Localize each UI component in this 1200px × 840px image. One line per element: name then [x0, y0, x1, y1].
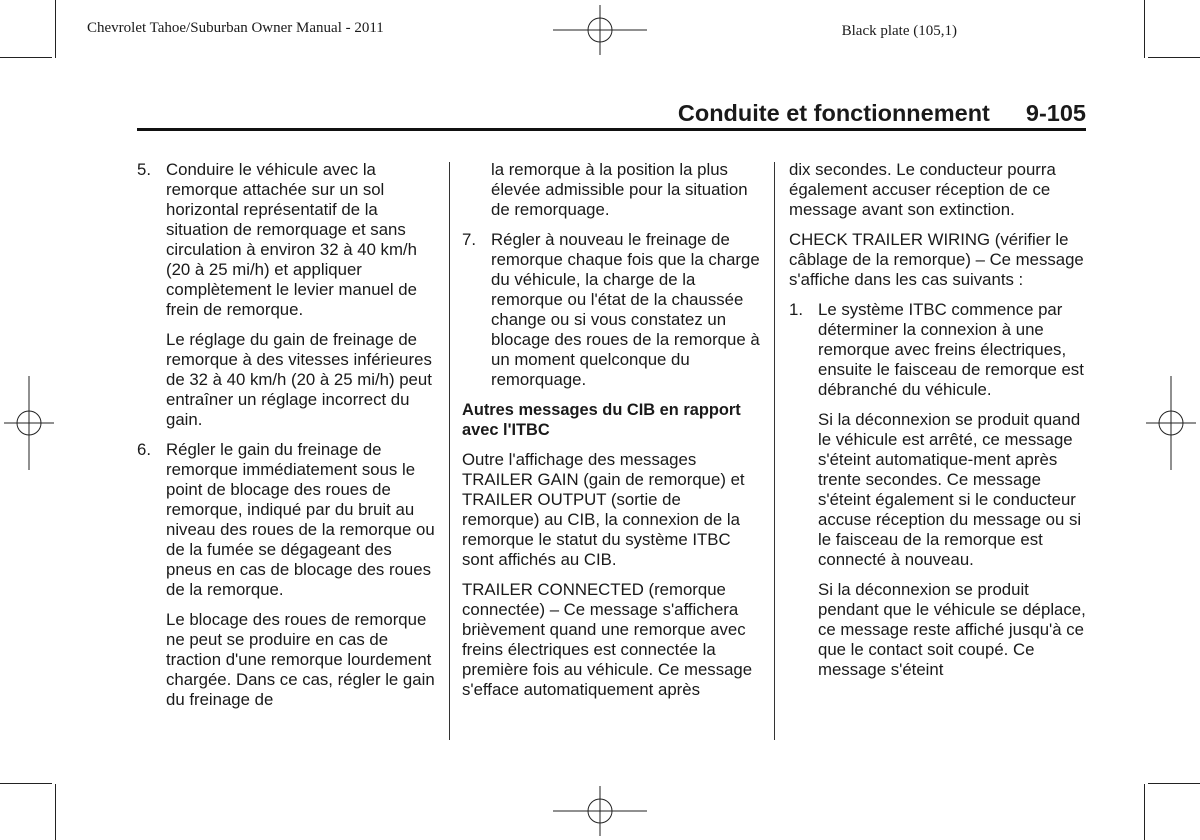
step-7	[462, 230, 762, 390]
case-1-note-moving: Si la déconnexion se produit pendant que le véhicule se déplace, ce message reste affiché jusqu'à ce que le contact soit coupé. Ce message s'éteint	[818, 580, 1086, 679]
crop-mark-top-right-h	[1148, 57, 1200, 58]
crop-mark-bottom-left-v	[55, 784, 56, 840]
step-7-number: 7.	[462, 230, 476, 249]
paragraph-cib-messages: Outre l'affichage des messages TRAILER GAIN (gain de remorque) et TRAILER OUTPUT (sortie de remorque) au CIB, la connexion de la remorque le statut du système ITBC sont affichés au CIB.	[462, 450, 745, 569]
step-5-text: Conduire le véhicule avec la remorque attachée sur un sol horizontal représentatif de la situation de remorquage et sans circulation à environ 32 à 40 km/h (20 à 25 mi/h) et appliquer complètement le levier manuel de frein de remorque.	[166, 160, 417, 319]
section-title	[678, 100, 1086, 127]
case-1-number: 1.	[789, 300, 803, 319]
registration-mark-bottom-icon	[553, 786, 647, 836]
case-1-text: Le système ITBC commence par déterminer la connexion à une remorque avec freins électriques, ensuite le faisceau de remorque est débranché du véhicule.	[818, 300, 1084, 399]
registration-mark-right-icon	[1146, 376, 1196, 470]
page-number: 9-105	[1025, 100, 1086, 126]
crop-mark-bottom-right-h	[1148, 783, 1200, 784]
running-header-left: Chevrolet Tahoe/Suburban Owner Manual - 2011	[87, 20, 384, 36]
step-6-note: Le blocage des roues de remorque ne peut se produire en cas de traction d'une remorque lourdement chargée. Dans ce cas, régler le gain du freinage de	[166, 610, 435, 709]
column-separator-2	[774, 162, 775, 740]
column-separator-1	[449, 162, 450, 740]
step-5	[137, 160, 437, 320]
column-3	[789, 160, 1089, 690]
title-rule	[137, 128, 1086, 131]
step-6-number: 6.	[137, 440, 151, 459]
crop-mark-bottom-left-h	[0, 783, 52, 784]
crop-mark-top-left-v	[55, 0, 56, 58]
step-6	[137, 440, 437, 600]
section-title-text: Conduite et fonctionnement	[677, 100, 990, 126]
registration-mark-top-icon	[553, 5, 647, 55]
crop-mark-top-left-h	[0, 57, 52, 58]
registration-mark-left-icon	[4, 376, 54, 470]
column-2	[462, 160, 762, 710]
paragraph-check-trailer-wiring: CHECK TRAILER WIRING (vérifier le câblage de la remorque) – Ce message s'affiche dans les cas suivants :	[789, 230, 1084, 289]
subsection-heading: Autres messages du CIB en rapport avec l'ITBC	[462, 401, 741, 439]
step-5-number: 5.	[137, 160, 151, 179]
step-6-text: Régler le gain du freinage de remorque immédiatement sous le point de blocage des roues de remorque, indiqué par du bruit au niveau des roues de la remorque ou de la fumée se dégageant des pneus en cas de blocage des roues de la remorque.	[166, 440, 435, 599]
running-header-right: Black plate (105,1)	[841, 23, 957, 39]
crop-mark-bottom-right-v	[1144, 784, 1145, 840]
case-1	[789, 300, 1089, 400]
step-5-note: Le réglage du gain de freinage de remorque à des vitesses inférieures de 32 à 40 km/h (20 à 25 mi/h) peut entraîner un réglage incorrect du gain.	[166, 330, 432, 429]
step-7-text: Régler à nouveau le freinage de remorque chaque fois que la charge du véhicule, la charge de la remorque ou l'état de la chaussée change ou si vous constatez un blocage des roues de la remorque à un moment quelconque du remorquage.	[491, 230, 760, 389]
case-1-note-stopped: Si la déconnexion se produit quand le véhicule est arrêté, ce message s'éteint automatique-ment après trente secondes. Ce message s'éteint également si le conducteur accuse réception du message ou si le faisceau de la remorque est connecté à nouveau.	[818, 410, 1082, 569]
paragraph-trailer-connected-continued: dix secondes. Le conducteur pourra également accuser réception de ce message avant son extinction.	[789, 160, 1056, 219]
column-1	[137, 160, 437, 720]
paragraph-trailer-connected: TRAILER CONNECTED (remorque connectée) – Ce message s'affichera brièvement quand une remorque avec freins électriques est connectée la première fois au véhicule. Ce message s'efface automatiquement après	[462, 580, 753, 699]
step-6-note-continued: la remorque à la position la plus élevée admissible pour la situation de remorquage.	[491, 160, 748, 219]
crop-mark-top-right-v	[1144, 0, 1145, 58]
